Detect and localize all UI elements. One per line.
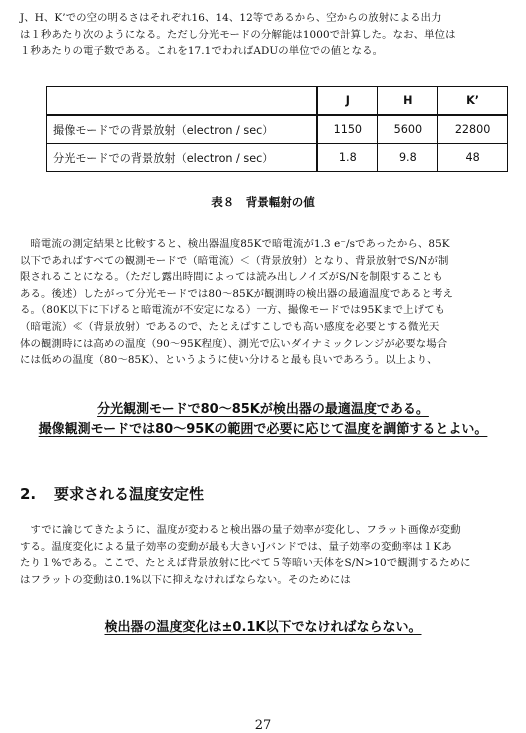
- section-number: 2.: [20, 485, 37, 503]
- dark-current-paragraph: [20, 236, 506, 369]
- paragraph-line: 体の観測時には高めの温度（90～95K程度）、測光で広いダイナミックレンジが必要な場合: [20, 337, 448, 350]
- conclusion-line: 分光観測モードで80～85Kが検出器の最適温度である。: [97, 402, 429, 417]
- paragraph-line: ある。後述）したがって分光モードでは80～85Kが観測時の検出器の最適温度であると考え: [20, 287, 453, 300]
- intro-paragraph: [20, 10, 506, 60]
- paragraph-line: 以下であればすべての観測モードで（暗電流）＜（背景放射）となり、背景放射でS/Nが制: [20, 254, 449, 267]
- table-cell: 48: [438, 144, 508, 172]
- paragraph-line: する。温度変化による量子効率の変動が最も大きいJバンドでは、量子効率の変動率は１Kあ: [20, 540, 452, 553]
- paragraph-line: 限されることになる。（ただし露出時間によっては読み出しノイズがS/Nを制限することも: [20, 271, 443, 284]
- table-caption: 表８ 背景輻射の値: [211, 195, 315, 209]
- table-cell: 5600: [378, 115, 438, 144]
- intro-line: J、H、K’での空の明るさはそれぞれ16、14、12等であるから、空からの放射による出力: [20, 12, 442, 24]
- table-header-row: [47, 87, 508, 116]
- table-cell: 9.8: [378, 144, 438, 172]
- paragraph-line: すでに論じてきたように、温度が変わると検出器の量子効率が変化し、フラット画像が変動: [30, 524, 461, 536]
- paragraph-line: る。（80K以下に下げると暗電流が不安定になる）一方、撮像モードでは95Kまで上げても: [20, 304, 446, 317]
- page-number: 27: [254, 718, 272, 733]
- table-row: [47, 115, 508, 144]
- table-cell: 22800: [438, 115, 508, 144]
- background-radiation-table: [46, 86, 508, 172]
- table-row: [47, 144, 508, 172]
- conclusion-line: 検出器の温度変化は±0.1K以下でなければならない。: [104, 620, 422, 635]
- paragraph-line: はフラットの変動は0.1%以下に抑えなければならない。そのためには: [20, 573, 351, 586]
- table-cell: 1.8: [317, 144, 378, 172]
- section-heading: [20, 483, 204, 504]
- row-label: 撮像モードでの背景放射（electron / sec）: [47, 115, 318, 144]
- paragraph-line: には低めの温度（80～85K）、というように使い分けると最も良いであろう。以上より、: [20, 354, 438, 367]
- conclusion-stability: [0, 618, 526, 638]
- table-header-k: K’: [438, 87, 508, 116]
- section-title: 要求される温度安定性: [54, 485, 205, 503]
- conclusion-line: 撮像観測モードでは80～95Kの範囲で必要に応じて温度を調節するとよい。: [38, 422, 488, 437]
- table-header-blank: [47, 87, 318, 116]
- paragraph-line: 暗電流の測定結果と比較すると、検出器温度85Kで暗電流が1.3 e⁻/sであったから、85K: [30, 238, 450, 250]
- paragraph-line: （暗電流）≪（背景放射）であるので、たとえばすこしでも高い感度を必要とする微光天: [20, 320, 440, 333]
- stability-paragraph: [20, 522, 506, 588]
- table-cell: 1150: [317, 115, 378, 144]
- row-label: 分光モードでの背景放射（electron / sec）: [47, 144, 318, 172]
- paragraph-line: たり１%である。ここで、たとえば背景放射に比べて５等暗い天体をS/N>10で観測するために: [20, 557, 471, 570]
- intro-line: は１秒あたり次のようになる。ただし分光モードの分解能は1000で計算した。なお、単位は: [20, 28, 456, 41]
- table-header-h: H: [378, 87, 438, 116]
- conclusion-temperature: [0, 400, 526, 440]
- intro-line: １秒あたりの電子数である。これを17.1でわればADUの単位での値となる。: [20, 45, 384, 58]
- table-header-j: J: [317, 87, 378, 116]
